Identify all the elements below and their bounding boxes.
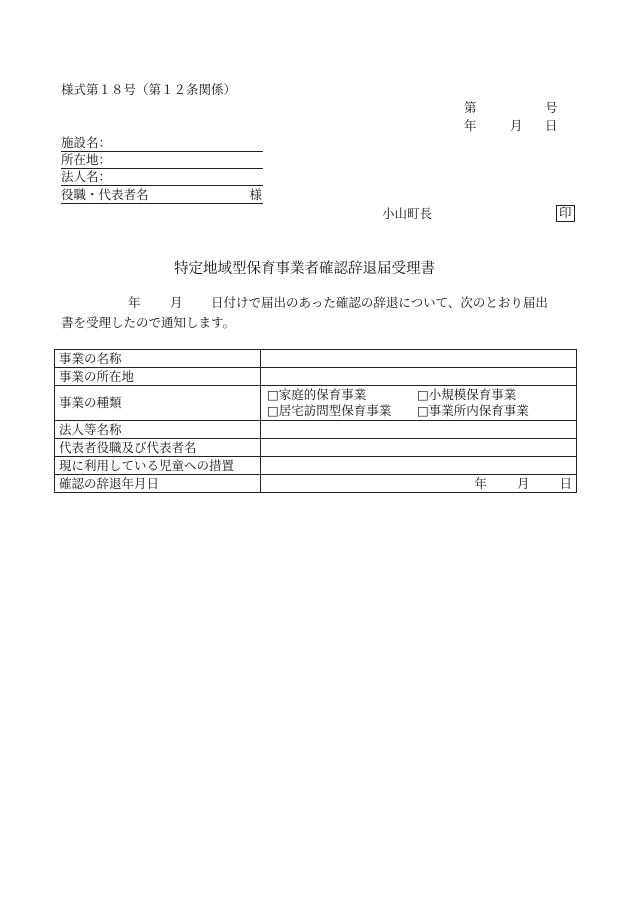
row-value-withdrawal-date <box>261 475 577 493</box>
seal-mark: 印 <box>556 205 575 222</box>
form-number: 様式第１８号（第１２条関係） <box>61 82 237 97</box>
row-value-representative <box>261 439 577 457</box>
corporation-label: 法人名： <box>61 169 112 184</box>
doc-number-dai: 第 <box>464 100 477 115</box>
issue-date-day: 日 <box>545 118 558 133</box>
honorific: 様 <box>249 187 262 202</box>
doc-number-go: 号 <box>545 100 558 115</box>
document-title: 特定地域型保育事業者確認辞退届受理書 <box>174 261 435 277</box>
row-label-corporation-name: 法人等名称 <box>55 421 261 439</box>
body-year: 年 <box>128 295 141 310</box>
row-value-child-measures <box>261 457 577 475</box>
withdrawal-date-year: 年 <box>474 475 487 491</box>
table-row <box>55 439 577 457</box>
row-label-business-name: 事業の名称 <box>55 350 261 368</box>
row-label-business-location: 事業の所在地 <box>55 368 261 386</box>
checkbox-option-home-based: □家庭的保育事業 <box>267 387 367 402</box>
table-row <box>55 350 577 368</box>
withdrawal-date-day: 日 <box>559 475 572 491</box>
row-label-withdrawal-date: 確認の辞退年月日 <box>55 475 261 493</box>
facility-name-field <box>61 137 263 152</box>
details-table <box>54 349 577 493</box>
address-field <box>61 154 263 169</box>
body-month: 月 <box>170 295 183 310</box>
row-label-representative: 代表者役職及び代表者名 <box>55 439 261 457</box>
row-value-business-location <box>261 368 577 386</box>
table-row <box>55 386 577 421</box>
issue-date-year: 年 <box>464 118 477 133</box>
checkbox-option-home-visit: □居宅訪問型保育事業 <box>267 403 392 418</box>
row-value-corporation-name <box>261 421 577 439</box>
representative-label: 役職・代表者名 <box>61 187 149 202</box>
table-row <box>55 368 577 386</box>
facility-name-label: 施設名： <box>61 135 112 150</box>
address-label: 所在地： <box>61 152 112 167</box>
representative-field <box>61 189 263 204</box>
row-label-business-type: 事業の種類 <box>55 386 261 421</box>
row-value-business-name <box>261 350 577 368</box>
body-line2: 書を受理したので通知します。 <box>61 315 236 330</box>
mayor-name: 小山町長 <box>382 206 433 221</box>
issue-date-month: 月 <box>510 118 523 133</box>
row-value-business-type <box>261 386 577 421</box>
corporation-field <box>61 171 263 186</box>
body-line1: 日付けで届出のあった確認の辞退について、次のとおり届出 <box>211 295 548 310</box>
table-row <box>55 421 577 439</box>
checkbox-option-small-scale: □小規模保育事業 <box>417 387 517 402</box>
row-label-child-measures: 現に利用している児童への措置 <box>55 457 261 475</box>
checkbox-option-workplace: □事業所内保育事業 <box>417 403 529 418</box>
table-row <box>55 457 577 475</box>
withdrawal-date-month: 月 <box>516 475 530 491</box>
table-row <box>55 475 577 493</box>
